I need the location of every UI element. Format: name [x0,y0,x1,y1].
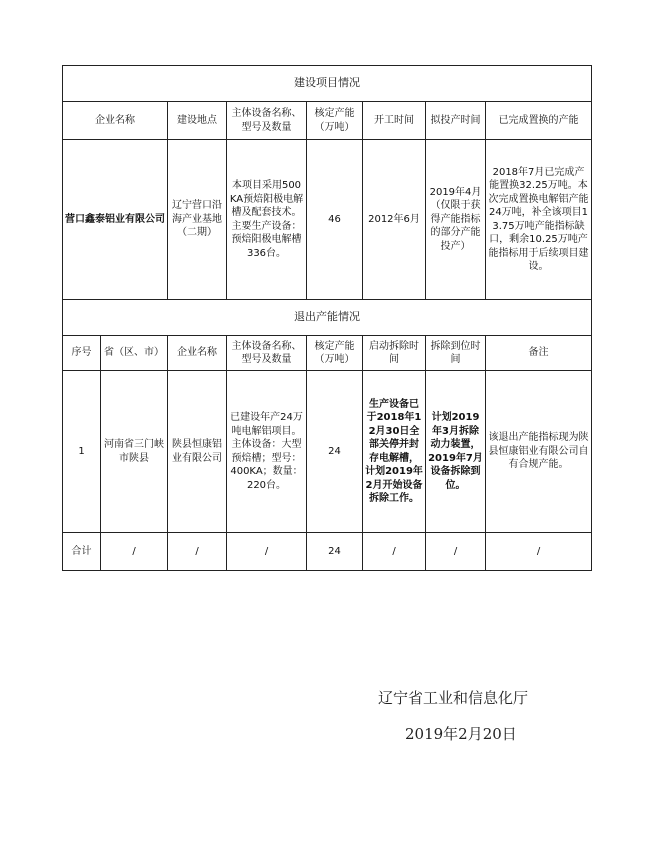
section1-data-row [63,140,592,300]
total-company: / [168,533,227,571]
exit-index: 1 [63,371,101,533]
header-exit-company: 企业名称 [168,336,227,371]
total-finish: / [426,533,486,571]
section2-title-row [63,300,592,336]
total-capacity: 24 [307,533,363,571]
header-equipment: 主体设备名称、型号及数量 [227,102,307,140]
header-capacity: 核定产能（万吨） [307,102,363,140]
header-start-time: 开工时间 [363,102,426,140]
project-production: 2019年4月（仅限于获得产能指标的部分产能投产） [426,140,486,300]
project-capacity: 46 [307,140,363,300]
total-row [63,533,592,571]
exit-demolition-finish: 计划2019年3月拆除动力装置，2019年7月设备拆除到位。 [426,371,486,533]
project-start: 2012年6月 [363,140,426,300]
issuing-organization: 辽宁省工业和信息化厅 [378,689,529,707]
section2-header-row [63,336,592,371]
exit-company: 陕县恒康铝业有限公司 [168,371,227,533]
total-note: / [486,533,592,571]
total-start: / [363,533,426,571]
header-exit-equipment: 主体设备名称、型号及数量 [227,336,307,371]
header-note: 备注 [486,336,592,371]
exit-demolition-start: 生产设备已于2018年12月30日全部关停并封存电解槽，计划2019年2月开始设备拆除工作。 [363,371,426,533]
issue-date: 2019年2月20日 [405,725,517,743]
section2-title: 退出产能情况 [63,300,592,336]
exit-province: 河南省三门峡市陕县 [101,371,168,533]
header-replaced-capacity: 已完成置换的产能 [486,102,592,140]
capacity-replacement-table [62,65,592,571]
project-equipment: 本项目采用500KA预焙阳极电解槽及配套技术。主要生产设备：预焙阳极电解槽336台。 [227,140,307,300]
header-province: 省（区、市） [101,336,168,371]
header-production-time: 拟投产时间 [426,102,486,140]
header-company: 企业名称 [63,102,168,140]
header-demolition-finish: 拆除到位时间 [426,336,486,371]
header-location: 建设地点 [168,102,227,140]
header-exit-capacity: 核定产能（万吨） [307,336,363,371]
project-replaced: 2018年7月已完成产能置换32.25万吨。本次完成置换电解铝产能24万吨，补全该项目13.75万吨产能指标缺口，剩余10.25万吨产能指标用于后续项目建设。 [486,140,592,300]
header-demolition-start: 启动拆除时间 [363,336,426,371]
exit-note: 该退出产能指标现为陕县恒康铝业有限公司自有合规产能。 [486,371,592,533]
exit-capacity: 24 [307,371,363,533]
total-label: 合计 [63,533,101,571]
total-equipment: / [227,533,307,571]
section1-title: 建设项目情况 [63,66,592,102]
section1-header-row [63,102,592,140]
section2-data-row [63,371,592,533]
header-index: 序号 [63,336,101,371]
total-province: / [101,533,168,571]
project-location: 辽宁营口沿海产业基地（二期） [168,140,227,300]
section1-title-row [63,66,592,102]
project-company: 营口鑫泰铝业有限公司 [63,140,168,300]
exit-equipment: 已建设年产24万吨电解铝项目。主体设备：大型预焙槽；型号：400KA；数量：220台。 [227,371,307,533]
